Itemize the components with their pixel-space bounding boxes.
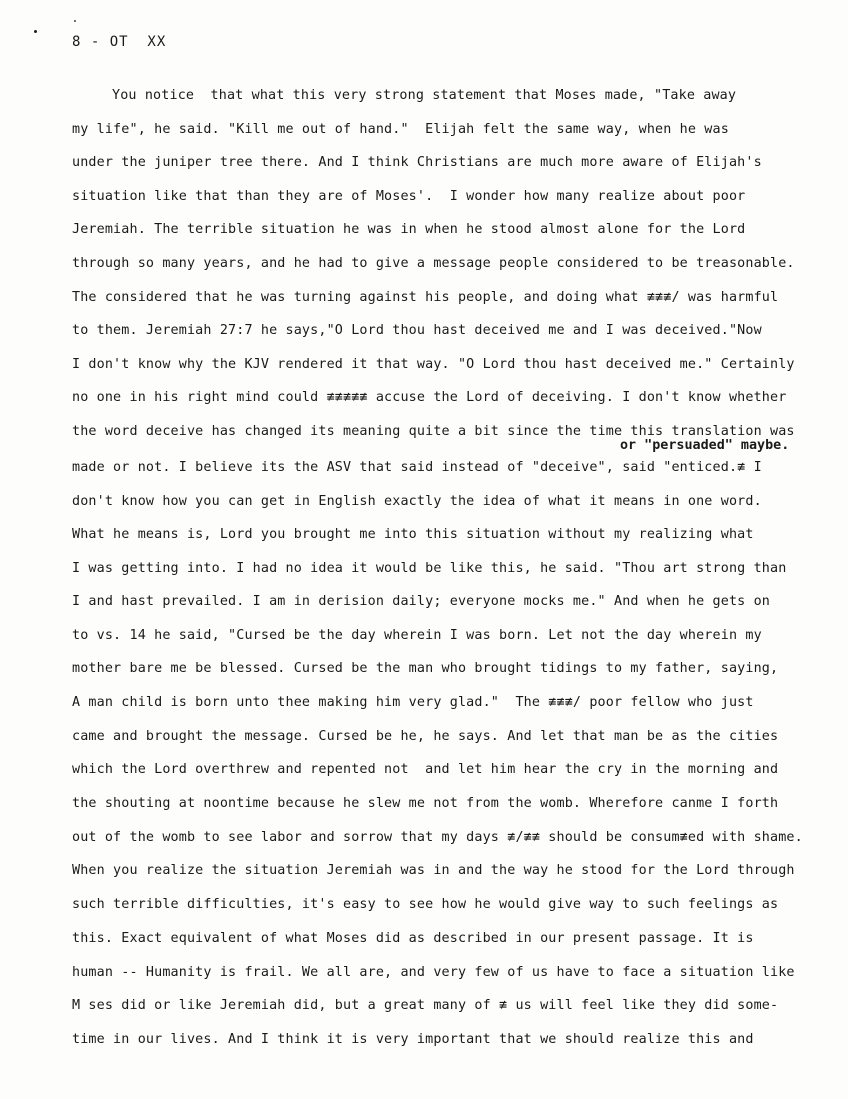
text-line: to vs. 14 he said, "Cursed be the day wherein I was born. Let not the day wherein my [72, 628, 762, 643]
handwritten-insertion: or "persuaded" maybe. [620, 438, 790, 453]
text-line: under the juniper tree there. And I think Christians are much more aware of Elijah's [72, 155, 762, 170]
text-line: made or not. I believe its the ASV that said instead of "deceive", said "enticed.≢ I [72, 460, 762, 475]
text-line: mother bare me be blessed. Cursed be the man who brought tidings to my father, saying, [72, 661, 779, 676]
text-line: A man child is born unto thee making him very glad." The ≢≢≢/ poor fellow who just [72, 695, 754, 710]
text-line: Jeremiah. The terrible situation he was in when he stood almost alone for the Lord [72, 222, 746, 237]
page-header: 8 - OT XX [72, 34, 167, 50]
text-line: I don't know why the KJV rendered it that way. "O Lord thou hast deceived me." Certainly [72, 357, 795, 372]
ink-speck [74, 20, 76, 22]
text-line: no one in his right mind could ≢≢≢≢≢ accuse the Lord of deceiving. I don't know whether [72, 390, 787, 405]
text-line: came and brought the message. Cursed be he, he says. And let that man be as the cities [72, 729, 779, 744]
text-line: which the Lord overthrew and repented not and let him hear the cry in the morning and [72, 762, 779, 777]
text-line: such terrible difficulties, it's easy to see how he would give way to such feelings as [72, 897, 779, 912]
text-line: time in our lives. And I think it is very important that we should realize this and [72, 1032, 754, 1047]
text-line: don't know how you can get in English exactly the idea of what it means in one word. [72, 494, 762, 509]
text-line: through so many years, and he had to give a message people considered to be treasonable. [72, 256, 795, 271]
text-line: situation like that than they are of Moses'. I wonder how many realize about poor [72, 189, 746, 204]
text-line: my life", he said. "Kill me out of hand." Elijah felt the same way, when he was [72, 122, 729, 137]
ink-speck [34, 30, 37, 33]
text-line: The considered that he was turning against his people, and doing what ≢≢≢/ was harmful [72, 290, 779, 305]
text-line: the shouting at noontime because he slew me not from the womb. Wherefore canme I forth [72, 796, 779, 811]
text-line: out of the womb to see labor and sorrow that my days ≢/≢≢ should be consum≢ed with shame. [72, 830, 803, 845]
text-line: I was getting into. I had no idea it would be like this, he said. "Thou art strong than [72, 561, 787, 576]
text-line: When you realize the situation Jeremiah was in and the way he stood for the Lord through [72, 863, 795, 878]
text-line: You notice that what this very strong statement that Moses made, "Take away [112, 88, 737, 103]
text-line: to them. Jeremiah 27:7 he says,"O Lord thou hast deceived me and I was deceived."Now [72, 323, 762, 338]
text-line: this. Exact equivalent of what Moses did as described in our present passage. It is [72, 931, 754, 946]
text-line: What he means is, Lord you brought me into this situation without my realizing what [72, 527, 754, 542]
text-line: I and hast prevailed. I am in derision daily; everyone mocks me." And when he gets on [72, 594, 771, 609]
text-line: M ses did or like Jeremiah did, but a great many of ≢ us will feel like they did some- [72, 998, 779, 1013]
text-line: human -- Humanity is frail. We all are, and very few of us have to face a situation like [72, 965, 795, 980]
text-line: the word deceive has changed its meaning quite a bit since the time this translation was [72, 424, 795, 439]
